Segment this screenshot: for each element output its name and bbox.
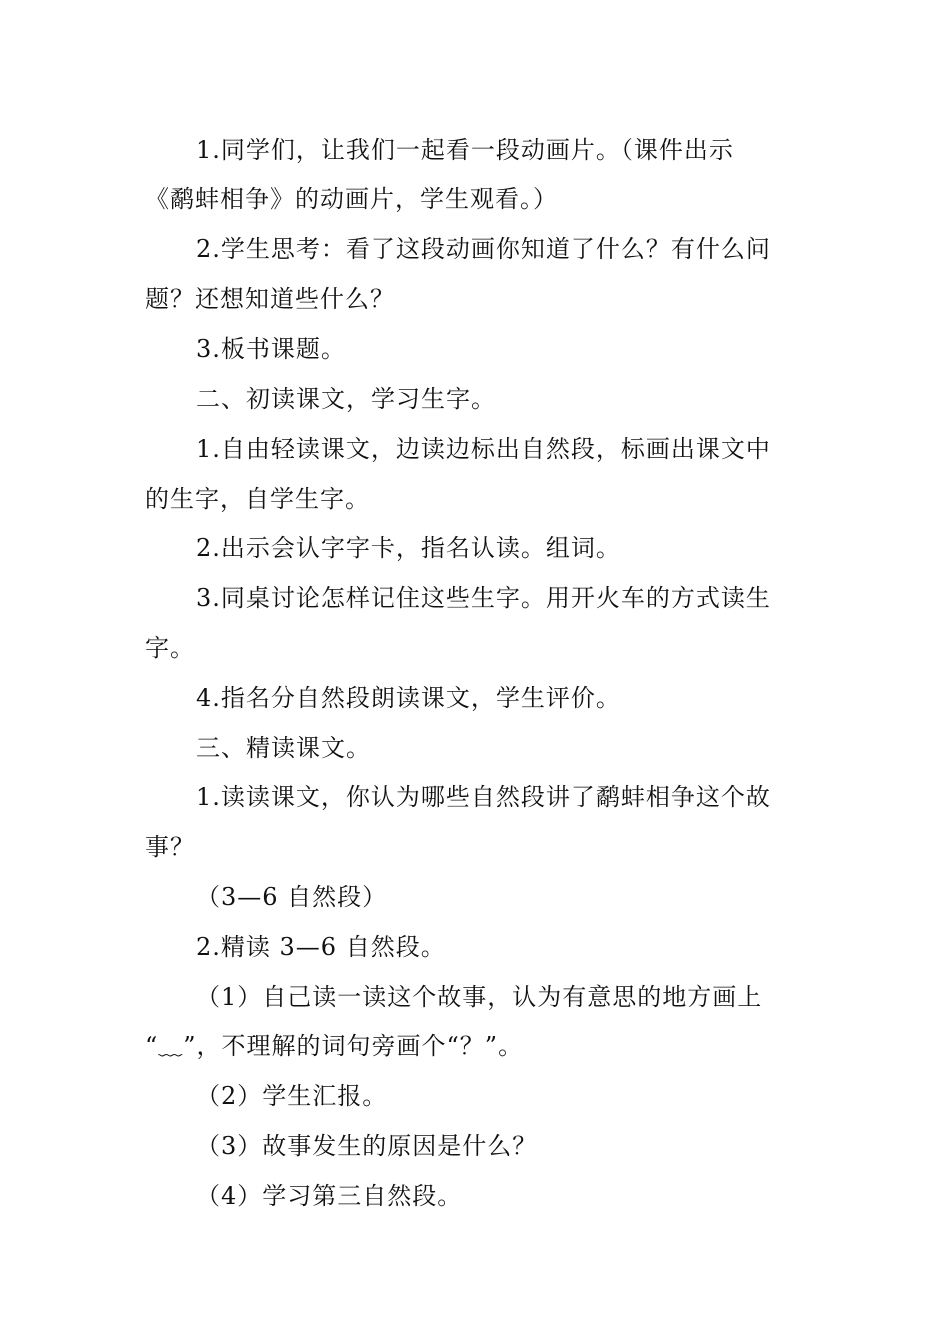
text-line: （4）学习第三自然段。 xyxy=(196,1182,463,1210)
text-line: 1.自由轻读课文，边读边标出自然段，标画出课文中 xyxy=(196,435,771,463)
text-line: （3—6 自然段） xyxy=(196,883,388,911)
text-line: 2.精读 3—6 自然段。 xyxy=(196,933,446,961)
text-line: 1.读读课文，你认为哪些自然段讲了鹬蚌相争这个故 xyxy=(196,783,771,811)
text-line: 事？ xyxy=(145,833,195,861)
text-line: （1）自己读一读这个故事，认为有意思的地方画上 xyxy=(196,983,763,1011)
text-line: 4.指名分自然段朗读课文，学生评价。 xyxy=(196,684,621,712)
text-line: 的生字，自学生字。 xyxy=(145,485,370,513)
text-line: 《鹬蚌相争》的动画片，学生观看。） xyxy=(145,185,558,213)
text-line: 3.板书课题。 xyxy=(196,335,346,363)
text-line: 2.出示会认字字卡，指名认读。组词。 xyxy=(196,534,621,562)
text-line: “﹏”，不理解的词句旁画个“？”。 xyxy=(145,1032,524,1060)
section-heading: 二、初读课文，学习生字。 xyxy=(196,385,496,413)
text-line: 题？还想知道些什么？ xyxy=(145,285,395,313)
section-heading: 三、精读课文。 xyxy=(196,734,371,762)
text-line: 1.同学们，让我们一起看一段动画片。（课件出示 xyxy=(196,136,734,164)
text-line: 3.同桌讨论怎样记住这些生字。用开火车的方式读生 xyxy=(196,584,771,612)
text-line: 字。 xyxy=(145,634,195,662)
text-line: （3）故事发生的原因是什么？ xyxy=(196,1132,538,1160)
text-line: 2.学生思考：看了这段动画你知道了什么？有什么问 xyxy=(196,235,771,263)
text-line: （2）学生汇报。 xyxy=(196,1082,388,1110)
